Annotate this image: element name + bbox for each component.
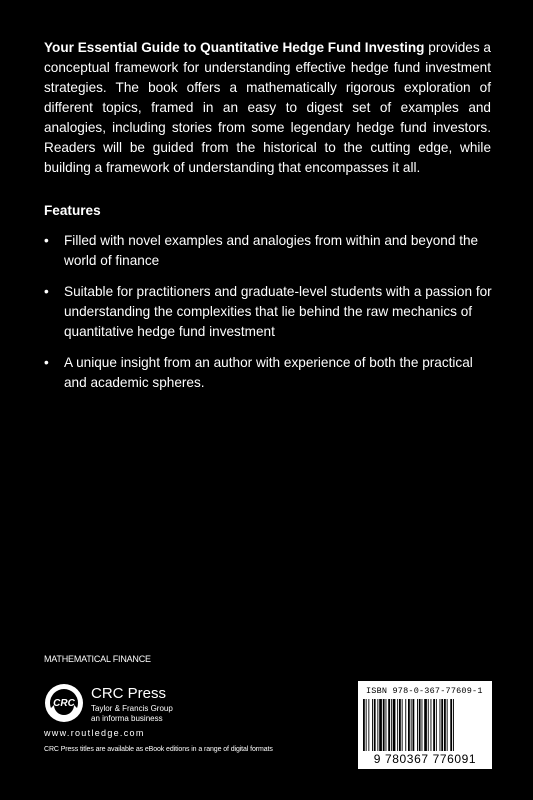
features-list [44,231,494,404]
publisher-block [91,686,173,724]
series-label: MATHEMATICAL FINANCE [44,654,151,664]
publisher-url[interactable]: www.routledge.com [44,728,145,738]
publisher-name: CRC Press [91,685,167,702]
feature-text: A unique insight from an author with experience of both the practical and academic spheres. [64,355,473,390]
publisher-group: Taylor & Francis Group [91,704,173,713]
publisher-informa: an informa business [91,714,163,723]
feature-text: Filled with novel examples and analogies from within and beyond the world of finance [64,233,479,268]
bullet-icon: • [44,233,49,248]
crc-logo-icon [44,683,84,723]
features-heading: Features [44,203,101,218]
isbn-label: ISBN 978-0-367-77609-1 [366,686,483,696]
feature-text: Suitable for practitioners and graduate-level students with a passion for understanding the complexities that lie behind the raw mechanics of quantitative hedge fund investment [64,284,492,339]
bullet-icon: • [44,284,49,299]
barcode-number: 9 780367 776091 [373,752,477,766]
back-cover-blurb [44,38,491,178]
ebook-note: CRC Press titles are available as eBook editions in a range of digital formats [44,746,273,753]
feature-item [44,353,494,393]
bullet-icon: • [44,355,49,370]
blurb-text: provides a conceptual framework for understanding effective hedge fund investment strategies. The book offers a mathematically rigorous exploration of different topics, framed in an easy to digest set of examples and analogies, including stories from some legendary hedge fund investors. Readers will be guided from the historical to the cutting edge, while building a framework of understanding that encompasses it all. [44,40,491,175]
feature-item [44,231,494,271]
svg-text:CRC: CRC [53,698,75,709]
blurb-title: Your Essential Guide to Quantitative Hedge Fund Investing [44,40,425,55]
barcode [358,681,492,769]
barcode-bars [363,699,487,751]
feature-item [44,282,494,342]
